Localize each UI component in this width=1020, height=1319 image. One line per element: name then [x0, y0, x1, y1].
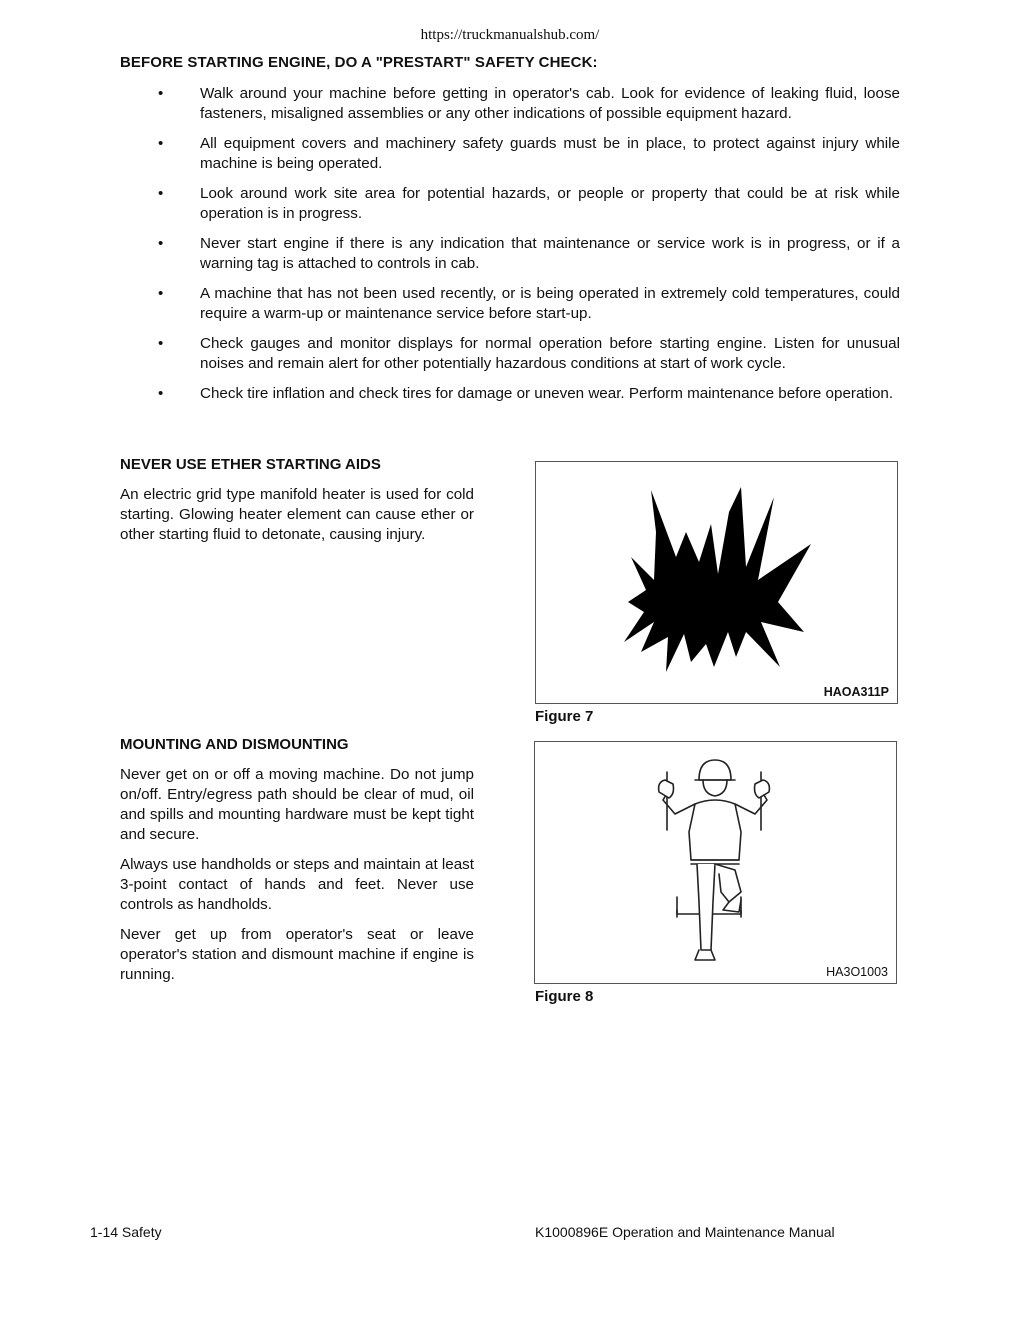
bullet-icon: • — [158, 135, 164, 152]
mounting-paragraph-3: Never get up from operator's seat or leave operator's station and dismount machine if engine is running. — [120, 926, 474, 983]
list-item-text: A machine that has not been used recently, or is being operated in extremely cold temperatures, could require a warm-up or maintenance service before start-up. — [200, 285, 900, 322]
figure-8-frame — [534, 741, 897, 984]
list-item-text: Walk around your machine before getting in operator's cab. Look for evidence of leaking fluid, loose fasteners, misaligned assemblies or any other indications of possible equipment hazard. — [200, 85, 900, 122]
mounting-paragraph-1: Never get on or off a moving machine. Do not jump on/off. Entry/egress path should be clear of mud, oil and spills and mounting hardware must be kept tight and secure. — [120, 766, 474, 843]
list-item — [120, 234, 900, 274]
prestart-heading: BEFORE STARTING ENGINE, DO A "PRESTART" SAFETY CHECK: — [120, 54, 598, 71]
figure-7-frame — [535, 461, 898, 704]
list-item-text: Check tire inflation and check tires for damage or uneven wear. Perform maintenance before operation. — [200, 385, 894, 402]
bullet-icon: • — [158, 285, 164, 302]
ether-heading: NEVER USE ETHER STARTING AIDS — [120, 456, 381, 473]
explosion-icon — [536, 462, 897, 703]
figure-7-caption: Figure 7 — [535, 708, 594, 725]
bullet-icon: • — [158, 185, 164, 202]
mounting-paragraph-2: Always use handholds or steps and maintain at least 3-point contact of hands and feet. Never use controls as handholds. — [120, 856, 474, 913]
mounting-heading: MOUNTING AND DISMOUNTING — [120, 736, 349, 753]
climbing-person-icon — [535, 742, 896, 983]
bullet-icon: • — [158, 335, 164, 352]
bullet-icon: • — [158, 85, 164, 102]
source-url: https://truckmanualshub.com/ — [420, 27, 600, 43]
list-item — [120, 184, 900, 224]
figure-8-caption: Figure 8 — [535, 988, 594, 1005]
list-item — [120, 384, 900, 404]
figure-8-code: HA3O1003 — [826, 965, 888, 979]
list-item — [120, 84, 900, 124]
list-item-text: Check gauges and monitor displays for normal operation before starting engine. Listen for unusual noises and remain alert for other potentially hazardous conditions at start of work cycle. — [200, 335, 900, 372]
list-item — [120, 134, 900, 174]
list-item-text: All equipment covers and machinery safety guards must be in place, to protect against injury while machine is being operated. — [200, 135, 900, 172]
list-item — [120, 284, 900, 324]
list-item-text: Never start engine if there is any indication that maintenance or service work is in progress, or if a warning tag is attached to controls in cab. — [200, 235, 900, 272]
figure-7-code: HAOA311P — [823, 685, 889, 699]
prestart-checklist — [120, 84, 900, 414]
list-item-text: Look around work site area for potential hazards, or people or property that could be at risk while operation is in progress. — [200, 185, 900, 222]
bullet-icon: • — [158, 385, 164, 402]
bullet-icon: • — [158, 235, 164, 252]
footer-page-label: 1-14 Safety — [90, 1224, 162, 1240]
ether-paragraph: An electric grid type manifold heater is used for cold starting. Glowing heater element can cause ether or other starting fluid to detonate, causing injury. — [120, 486, 474, 543]
footer-manual-title: K1000896E Operation and Maintenance Manual — [535, 1224, 835, 1240]
list-item — [120, 334, 900, 374]
